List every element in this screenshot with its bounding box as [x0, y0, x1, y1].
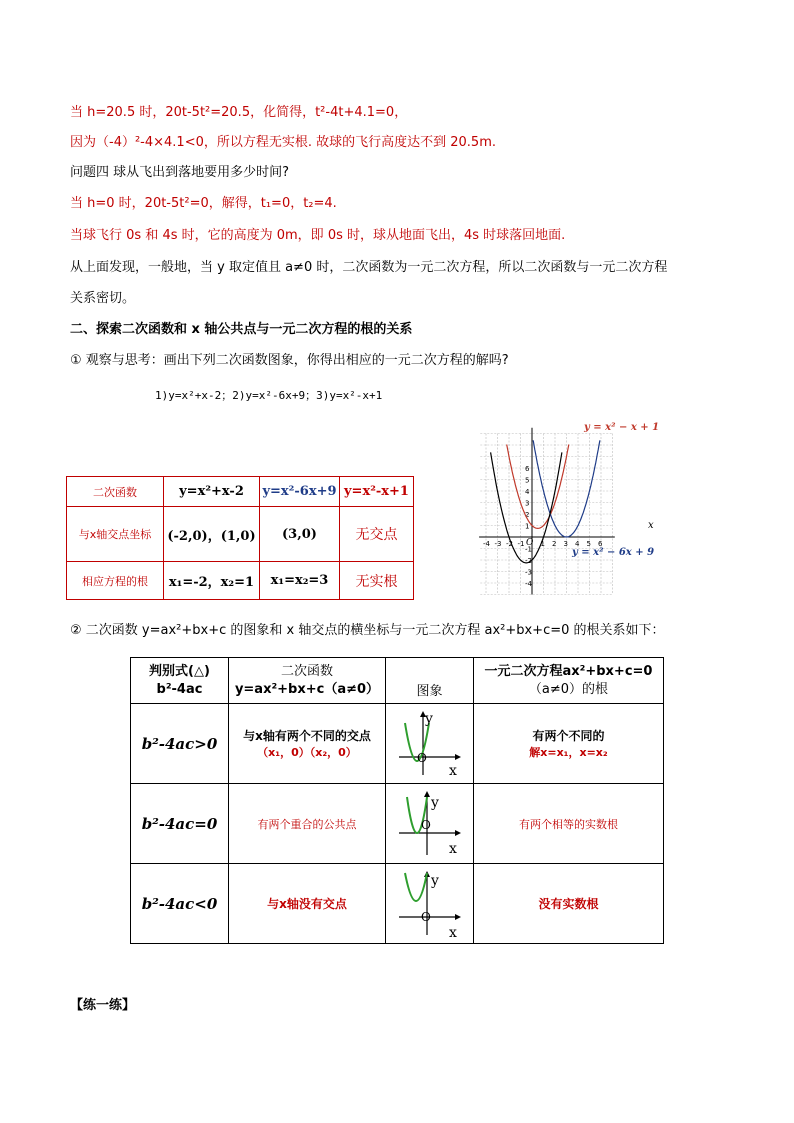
table2-row1-roots-line1: 有两个不同的 [532, 729, 605, 743]
table1-header-label: 二次函数 [67, 477, 164, 507]
x-tick-label: 5 [586, 540, 591, 548]
table2-header-function [229, 658, 386, 704]
table1-header-f2: y=x²-6x+9 [260, 477, 340, 507]
table2-row2-roots [474, 784, 664, 864]
table2-header-roots [474, 658, 664, 704]
table2-row1-func-line1: 与x轴有两个不同的交点 [243, 729, 371, 743]
x-tick-label: -3 [494, 540, 502, 548]
y-tick-label: -1 [525, 545, 532, 554]
table2-header-graph: 图象 [386, 658, 474, 704]
x-tick-label: 3 [563, 540, 568, 548]
y-tick-label: -3 [525, 568, 532, 577]
x-tick-label: 1 [540, 540, 545, 548]
origin-label: O [526, 538, 534, 548]
mini3-y-label: y [430, 872, 439, 889]
mini1-x-label: x [448, 762, 457, 779]
table2-row3-graph [386, 864, 474, 944]
section-title: 二、探索二次函数和 x 轴公共点与一元二次方程的根的关系 [70, 322, 413, 337]
mini2-origin: O [420, 817, 431, 832]
table1-header-f3: y=x²-x+1 [340, 477, 414, 507]
y-tick-label: -2 [525, 557, 532, 565]
y-tick-label: 6 [525, 465, 530, 473]
table2-header-func-line1: 二次函数 [280, 663, 333, 679]
table2-row3-func-line1: 与x轴没有交点 [267, 897, 347, 911]
table1-row-intersection-f3: 无交点 [340, 507, 414, 562]
table2-header-roots-line1: 一元二次方程ax²+bx+c=0 [484, 663, 653, 679]
table2-header-disc-line2: b²-4ac [156, 681, 203, 697]
mini-graph-two-roots [395, 709, 465, 779]
discriminant-table [130, 657, 664, 944]
x-tick-label: 4 [575, 540, 580, 548]
function-roots-table [66, 476, 414, 600]
table1-row-intersection-f1: (-2,0)，(1,0) [164, 507, 260, 562]
y-tick-label: 2 [525, 511, 530, 519]
table1-header-f1: y=x²+x-2 [164, 477, 260, 507]
paragraph-conclusion-cont: 关系密切。 [70, 291, 136, 306]
practice-heading: 【练一练】 [70, 998, 136, 1013]
table2-row3-roots-line1: 没有实数根 [538, 897, 599, 911]
table1-row-roots-f2: x₁=x₂=3 [260, 562, 340, 600]
table2-row3-disc: b²-4ac<0 [131, 864, 229, 944]
table1-row-roots-f1: x₁=-2，x₂=1 [164, 562, 260, 600]
table2-row1-function [229, 704, 386, 784]
x-axis-label: x [648, 520, 654, 531]
table2-header-discriminant [131, 658, 229, 704]
paragraph-no-real-root: 因为（-4）²-4×4.1<0，所以方程无实根. 故球的飞行高度达不到 20.5m. [70, 135, 497, 150]
table2-row3-roots [474, 864, 664, 944]
table2-row1-func-line2: （x₁，0）（x₂，0） [257, 746, 357, 759]
table1-row-intersection-label: 与x轴交点坐标 [67, 507, 164, 562]
paragraph-conclusion: 从上面发现，一般地，当 y 取定值且 a≠0 时，二次函数为一元二次方程，所以二次函数与一元二次方程 [70, 260, 668, 275]
table2-row2-function [229, 784, 386, 864]
table2-row2-graph [386, 784, 474, 864]
table2-row1-disc: b²-4ac>0 [131, 704, 229, 784]
y-tick-label: 5 [525, 476, 530, 485]
paragraph-flight-time: 当球飞行 0s 和 4s 时，它的高度为 0m，即 0s 时，球从地面飞出，4s 时球落回地面. [70, 228, 566, 243]
table2-header-roots-line2: （a≠0）的根 [528, 681, 609, 697]
table1-row-roots-label: 相应方程的根 [67, 562, 164, 600]
graph-grid [480, 434, 612, 595]
x-tick-label: -1 [517, 540, 525, 548]
mini-graph-no-root [395, 869, 465, 939]
y-tick-label: 4 [525, 488, 530, 496]
x-tick-label: 2 [552, 540, 557, 548]
mini-graph-one-root [395, 789, 465, 859]
mini3-x-label: x [448, 924, 457, 939]
label-red: y = x² − x + 1 [584, 422, 660, 433]
paragraph-h-zero: 当 h=0 时，20t-5t²=0，解得，t₁=0，t₂=4. [70, 196, 337, 211]
table2-row1-roots-line2: 解x=x₁，x=x₂ [529, 746, 608, 759]
table1-row-roots-f3: 无实根 [340, 562, 414, 600]
question-observe: ① 观察与思考：画出下列二次函数图象，你得出相应的一元二次方程的解吗? [70, 353, 509, 368]
mini1-origin: O [416, 750, 427, 765]
curve-red [507, 445, 569, 529]
table2-header-func-line2: y=ax²+bx+c（a≠0） [234, 681, 380, 697]
x-tick-label: -4 [483, 540, 490, 548]
parabola-graph [462, 415, 662, 605]
label-blue: y = x² − 6x + 9 [572, 547, 655, 558]
graph-axes [479, 428, 615, 595]
mini3-origin: O [420, 909, 431, 924]
table2-row1-roots [474, 704, 664, 784]
table2-row2-roots-line1: 有两个相等的实数根 [519, 817, 618, 831]
table2-row3-function [229, 864, 386, 944]
table1-row-intersection-f2: (3,0) [260, 507, 340, 562]
paragraph-question-four: 问题四 球从飞出到落地要用多少时间? [70, 165, 290, 180]
question-discriminant: ② 二次函数 y=ax²+bx+c 的图象和 x 轴交点的横坐标与一元二次方程 ax²+bx+c=0 的根关系如下： [70, 623, 665, 638]
x-tick-label: 6 [598, 540, 603, 548]
mini1-y-label: y [424, 710, 433, 727]
paragraph-h-20-5: 当 h=20.5 时，20t-5t²=20.5，化简得，t²-4t+4.1=0， [70, 105, 408, 120]
y-tick-label: -4 [525, 580, 532, 588]
y-tick-label: 1 [525, 522, 530, 531]
formula-list: 1)y=x²+x-2；2)y=x²-6x+9；3)y=x²-x+1 [155, 389, 383, 402]
table2-row1-graph [386, 704, 474, 784]
table2-header-disc-line1: 判别式(△) [149, 663, 210, 679]
x-tick-label: -2 [506, 540, 513, 548]
table2-row2-disc: b²-4ac=0 [131, 784, 229, 864]
mini2-y-label: y [430, 794, 439, 811]
mini2-x-label: x [448, 840, 457, 857]
y-tick-label: 3 [525, 499, 530, 508]
table2-row2-func-line1: 有两个重合的公共点 [257, 817, 357, 831]
